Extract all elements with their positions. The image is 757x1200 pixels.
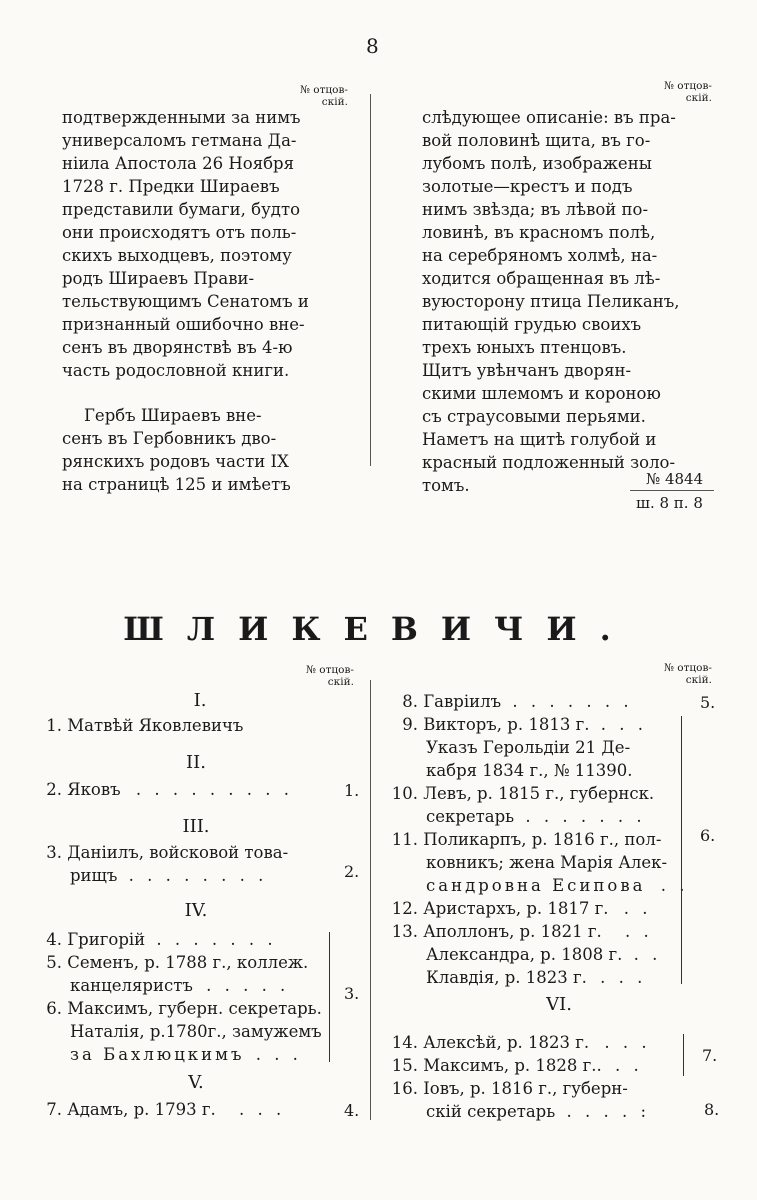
entry-cont: Александра, р. 1808 г. [426, 945, 623, 964]
text-line: сенъ въ дворянствѣ въ 4-ю [62, 338, 293, 357]
entry-name: Левъ, р. 1815 г., губернск. [423, 784, 655, 803]
genealogy-entry-cont [426, 853, 667, 872]
entry-name: Гавріилъ [423, 692, 502, 711]
text-line: слѣдующее описаніе: въ пра- [422, 108, 676, 127]
entry-number: 1. [46, 716, 62, 735]
entry-dots: . . [633, 945, 662, 964]
text-line: скихъ выходцевъ, поэтому [62, 246, 292, 265]
entry-dots: . . . [604, 1033, 651, 1052]
father-number: 2. [344, 862, 360, 881]
entry-number: 14. [391, 1033, 418, 1052]
entry-number: 6. [46, 999, 62, 1018]
text-line: тельствующимъ Сенатомъ и [62, 292, 309, 311]
father-number: 7. [702, 1046, 718, 1065]
otc-label-bottom-left [306, 664, 354, 688]
text-line: родъ Шираевъ Прави- [62, 269, 255, 288]
otc-label-top-left [300, 84, 348, 108]
otc-label-line1: № отцов- [664, 662, 712, 674]
entry-name: Григорій [67, 930, 146, 949]
column-rule-bottom [370, 680, 371, 1120]
text-line: золотые—крестъ и подъ [422, 177, 633, 196]
otc-label-line2: скій. [685, 92, 712, 104]
entry-cont: Наталія, р.1780г., замужемъ [70, 1022, 322, 1041]
entry-number: 10. [391, 784, 418, 803]
genealogy-entry [388, 1033, 651, 1052]
generation-heading: V. [188, 1072, 204, 1093]
entry-name: Максимъ, губерн. секретарь. [67, 999, 322, 1018]
genealogy-entry-cont [426, 945, 661, 964]
entry-number: 7. [46, 1100, 62, 1119]
genealogy-entry-cont [70, 1045, 302, 1064]
father-number: 6. [700, 826, 716, 845]
entry-name: Даніилъ, войсковой това- [67, 843, 289, 862]
text-line: томъ. [422, 476, 470, 495]
father-number: 3. [344, 984, 360, 1003]
genealogy-entry [388, 899, 652, 918]
entry-name: Аполлонъ, р. 1821 г. [423, 922, 602, 941]
genealogy-entry [28, 843, 288, 862]
text-line: трехъ юныхъ птенцовъ. [422, 338, 627, 357]
genealogy-entry [388, 715, 647, 734]
entry-name: Алексѣй, р. 1823 г. [423, 1033, 590, 1052]
entry-dots: . . . . . . . [512, 692, 633, 711]
otc-label-line2: скій. [321, 96, 348, 108]
text-line: питающій грудью своихъ [422, 315, 642, 334]
genealogy-entry-cont [426, 807, 646, 826]
entry-dots: . . [615, 1056, 643, 1075]
text-line: скими шлемомъ и короною [422, 384, 661, 403]
genealogy-entry-cont [426, 1102, 650, 1121]
father-number: 8. [704, 1100, 720, 1119]
father-number: 5. [700, 693, 716, 712]
entry-dots: . . . . . . . [156, 930, 277, 949]
text-line: вуюсторону птица Пеликанъ, [422, 292, 680, 311]
text-line: признанный ошибочно вне- [62, 315, 305, 334]
text-line: сенъ въ Гербовникъ дво- [62, 429, 277, 448]
genealogy-entry [28, 999, 322, 1018]
genealogy-entry [28, 953, 308, 972]
otc-label-line1: № отцов- [306, 664, 354, 676]
generation-heading: III. [182, 816, 210, 837]
entry-number: 11. [391, 830, 418, 849]
entry-name: Максимъ, р. 1828 г.. [423, 1056, 602, 1075]
entry-number: 16. [391, 1079, 418, 1098]
entry-cont: за Бахлюцкимъ [70, 1045, 245, 1064]
entry-name: Викторъ, р. 1813 г. [423, 715, 590, 734]
text-line: съ страусовыми перьями. [422, 407, 646, 426]
father-number: 4. [344, 1101, 360, 1120]
text-line: Гербъ Шираевъ вне- [84, 406, 262, 425]
genealogy-entry-cont [70, 1022, 322, 1041]
reference-location: ш. 8 п. 8 [636, 494, 703, 512]
text-line: на серебряномъ холмѣ, на- [422, 246, 658, 265]
generation-heading: VI. [546, 994, 572, 1015]
reference-divider [630, 490, 714, 491]
genealogy-entry [388, 922, 653, 941]
entry-name: Адамъ, р. 1793 г. [67, 1100, 216, 1119]
otc-label-line2: скій. [685, 674, 712, 686]
entry-number: 8. [402, 692, 418, 711]
genealogy-entry-cont [70, 976, 289, 995]
sibling-brace [676, 716, 682, 984]
entry-cont: ковникъ; жена Марія Алек- [426, 853, 668, 872]
genealogy-entry [28, 930, 277, 949]
genealogy-entry [388, 784, 654, 803]
text-line: подтвержденными за нимъ [62, 108, 301, 127]
entry-cont: скій секретарь [426, 1102, 556, 1121]
sibling-brace [324, 932, 330, 1062]
genealogy-entry [388, 692, 633, 711]
generation-heading: IV. [184, 900, 208, 921]
genealogy-entry-cont [426, 738, 630, 757]
entry-number: 5. [46, 953, 62, 972]
text-column-left [62, 106, 362, 496]
entry-cont: кабря 1834 г., № 11390. [426, 761, 633, 780]
family-title: ШЛИКЕВИЧИ. [123, 610, 634, 648]
otc-label-top-right [664, 80, 712, 104]
entry-name: Аристархъ, р. 1817 г. [423, 899, 609, 918]
genealogy-entry-cont [70, 866, 267, 885]
entry-dots: . . . . . . . [525, 807, 646, 826]
entry-name: Матвѣй Яковлевичъ [67, 716, 244, 735]
text-line: лубомъ полѣ, изображены [422, 154, 652, 173]
genealogy-entry [28, 780, 293, 799]
generation-heading: I. [193, 690, 207, 711]
text-line: 1728 г. Предки Шираевъ [62, 177, 280, 196]
genealogy-entry [388, 1056, 643, 1075]
entry-number: 2. [46, 780, 62, 799]
entry-name: Іовъ, р. 1816 г., губерн- [423, 1079, 628, 1098]
entry-number: 15. [391, 1056, 418, 1075]
otc-label-line1: № отцов- [664, 80, 712, 92]
entry-dots: . . [660, 876, 689, 895]
entry-dots: . . . [600, 968, 647, 987]
text-line: на страницѣ 125 и имѣетъ [62, 475, 291, 494]
entry-dots: . . [625, 922, 653, 941]
genealogy-entry [388, 830, 661, 849]
entry-name: Яковъ [67, 780, 121, 799]
entry-dots: . . [623, 899, 652, 918]
entry-dots: . . . [255, 1045, 302, 1064]
entry-dots: . . . . . [206, 976, 290, 995]
text-line: универсаломъ гетмана Да- [62, 131, 297, 150]
genealogy-entry [388, 1079, 628, 1098]
entry-number: 9. [402, 715, 418, 734]
father-number: 1. [344, 781, 360, 800]
entry-number: 3. [46, 843, 62, 862]
entry-dots: . . . . . . . . . [135, 780, 294, 799]
otc-label-bottom-right [664, 662, 712, 686]
text-line: часть родословной книги. [62, 361, 290, 380]
text-line: нимъ звѣзда; въ лѣвой по- [422, 200, 649, 219]
entry-number: 4. [46, 930, 62, 949]
otc-label-line1: № отцов- [300, 84, 348, 96]
text-line: они происходятъ отъ поль- [62, 223, 297, 242]
entry-cont: Клавдія, р. 1823 г. [426, 968, 587, 987]
text-line: ходится обращенная въ лѣ- [422, 269, 661, 288]
text-line: Щитъ увѣнчанъ дворян- [422, 361, 632, 380]
entry-cont: Указъ Герольдіи 21 Де- [426, 738, 631, 757]
entry-dots: . . . [600, 715, 647, 734]
otc-label-line2: скій. [327, 676, 354, 688]
entry-cont: рищъ [70, 866, 118, 885]
column-rule-top [370, 94, 371, 466]
genealogy-entry-cont [426, 761, 633, 780]
entry-dots: . . . . . . . . [128, 866, 268, 885]
genealogy-entry-cont [426, 876, 688, 895]
entry-cont: секретарь [426, 807, 515, 826]
entry-name: Семенъ, р. 1788 г., коллеж. [67, 953, 309, 972]
text-line: Наметъ на щитѣ голубой и [422, 430, 657, 449]
entry-cont: канцеляристъ [70, 976, 193, 995]
text-line: рянскихъ родовъ части IX [62, 452, 289, 471]
genealogy-entry [28, 716, 243, 735]
text-line: вой половинѣ щита, въ го- [422, 131, 651, 150]
genealogy-entry-cont [426, 968, 646, 987]
text-line: ніила Апостола 26 Ноября [62, 154, 295, 173]
text-line: красный подложенный золо- [422, 453, 676, 472]
entry-name: Поликарпъ, р. 1816 г., пол- [423, 830, 662, 849]
text-line: ловинѣ, въ красномъ полѣ, [422, 223, 656, 242]
text-column-right [422, 106, 714, 497]
page-number: 8 [366, 34, 379, 58]
generation-heading: II. [186, 752, 206, 773]
entry-dots: . . . . : [566, 1102, 651, 1121]
entry-cont: сандровна Есипова [426, 876, 646, 895]
text-line: представили бумаги, будто [62, 200, 301, 219]
entry-dots: . . . [239, 1100, 286, 1119]
reference-number: № 4844 [646, 470, 704, 488]
genealogy-entry [28, 1100, 285, 1119]
sibling-brace [678, 1034, 684, 1076]
entry-number: 13. [391, 922, 418, 941]
entry-number: 12. [391, 899, 418, 918]
